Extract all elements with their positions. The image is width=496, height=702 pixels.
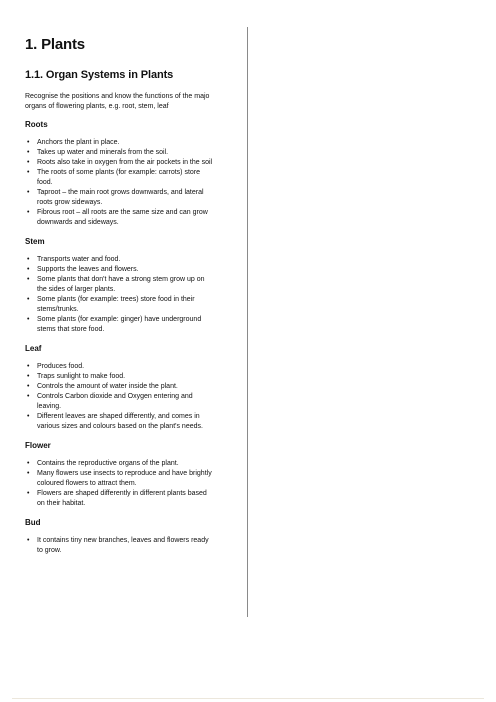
list-item-text: coloured flowers to attract them. — [37, 480, 137, 487]
list-item-text: Supports the leaves and flowers. — [37, 266, 139, 273]
heading-bud: Bud — [25, 518, 41, 527]
list-item-text: Some plants (for example: ginger) have underground — [37, 316, 202, 323]
list-item-text: various sizes and colours based on the plant's needs. — [37, 423, 203, 430]
list-item-text: Produces food. — [37, 363, 85, 370]
list-item-text: food. — [37, 179, 53, 186]
list-item — [27, 208, 231, 228]
list-item — [27, 148, 231, 158]
list-item-text: Controls Carbon dioxide and Oxygen entering and — [37, 393, 193, 400]
list-item-text: to grow. — [37, 547, 62, 554]
list-item-text: Fibrous root – all roots are the same size and can grow — [37, 209, 208, 216]
list-item-text: downwards and sideways. — [37, 219, 119, 226]
page-title: 1. Plants — [25, 36, 85, 53]
intro-paragraph — [25, 92, 231, 112]
list-item-text: Some plants that don't have a strong stem grow up on — [37, 276, 205, 283]
list-item — [27, 362, 231, 372]
list-item — [27, 392, 231, 412]
list-item — [27, 412, 231, 432]
bullet-icon: • — [27, 159, 30, 166]
list-item-text: The roots of some plants (for example: carrots) store — [37, 169, 201, 176]
list-item — [27, 188, 231, 208]
list-item — [27, 372, 231, 382]
list-item-text: on their habitat. — [37, 500, 86, 507]
bullet-icon: • — [27, 209, 30, 216]
list-item-text: Contains the reproductive organs of the plant. — [37, 460, 179, 467]
bullet-list-leaf — [25, 362, 231, 432]
bullet-list-bud — [25, 536, 231, 556]
list-item-text: Anchors the plant in place. — [37, 139, 120, 146]
list-item-text: Some plants (for example: trees) store food in their — [37, 296, 195, 303]
bullet-list-flower — [25, 459, 231, 509]
bullet-icon: • — [27, 537, 30, 544]
list-item — [27, 536, 231, 556]
list-item — [27, 158, 231, 168]
list-item-text: Transports water and food. — [37, 256, 121, 263]
page-bottom-rule — [12, 698, 484, 699]
list-item-text: Different leaves are shaped differently, and comes in — [37, 413, 200, 420]
bullet-icon: • — [27, 393, 30, 400]
list-item — [27, 275, 231, 295]
intro-line: organs of flowering plants, e.g. root, stem, leaf — [25, 103, 169, 110]
bullet-icon: • — [27, 139, 30, 146]
list-item — [27, 469, 231, 489]
list-item — [27, 138, 231, 148]
bullet-icon: • — [27, 189, 30, 196]
bullet-icon: • — [27, 383, 30, 390]
list-item-text: leaving. — [37, 403, 62, 410]
bullet-icon: • — [27, 470, 30, 477]
bullet-list-roots — [25, 138, 231, 228]
bullet-icon: • — [27, 296, 30, 303]
list-item — [27, 315, 231, 335]
list-item-text: Takes up water and minerals from the soil. — [37, 149, 169, 156]
list-item-text: Traps sunlight to make food. — [37, 373, 126, 380]
bullet-icon: • — [27, 276, 30, 283]
list-item — [27, 255, 231, 265]
bullet-icon: • — [27, 266, 30, 273]
list-item — [27, 382, 231, 392]
bullet-icon: • — [27, 169, 30, 176]
bullet-list-stem — [25, 255, 231, 335]
list-item-text: stems/trunks. — [37, 306, 79, 313]
heading-stem: Stem — [25, 237, 45, 246]
list-item — [27, 168, 231, 188]
bullet-icon: • — [27, 373, 30, 380]
bullet-icon: • — [27, 149, 30, 156]
list-item-text: Controls the amount of water inside the plant. — [37, 383, 178, 390]
bullet-icon: • — [27, 316, 30, 323]
heading-roots: Roots — [25, 120, 48, 129]
list-item-text: Roots also take in oxygen from the air pockets in the soil — [37, 159, 213, 166]
list-item-text: It contains tiny new branches, leaves and flowers ready — [37, 537, 209, 544]
list-item-text: roots grow sideways. — [37, 199, 103, 206]
list-item-text: Taproot – the main root grows downwards, and lateral — [37, 189, 204, 196]
list-item-text: stems that store food. — [37, 326, 105, 333]
bullet-icon: • — [27, 256, 30, 263]
left-column — [25, 36, 231, 565]
list-item-text: Flowers are shaped differently in different plants based — [37, 490, 207, 497]
list-item — [27, 489, 231, 509]
heading-flower: Flower — [25, 441, 51, 450]
bullet-icon: • — [27, 490, 30, 497]
bullet-icon: • — [27, 413, 30, 420]
list-item — [27, 265, 231, 275]
list-item-text: the sides of larger plants. — [37, 286, 116, 293]
list-item — [27, 295, 231, 315]
heading-leaf: Leaf — [25, 344, 42, 353]
column-divider — [247, 27, 248, 617]
list-item-text: Many flowers use insects to reproduce and have brightly — [37, 470, 212, 477]
bullet-icon: • — [27, 460, 30, 467]
list-item — [27, 459, 231, 469]
sections-container — [25, 120, 231, 556]
bullet-icon: • — [27, 363, 30, 370]
intro-line: Recognise the positions and know the functions of the majo — [25, 93, 210, 100]
section-subtitle: 1.1. Organ Systems in Plants — [25, 69, 174, 81]
